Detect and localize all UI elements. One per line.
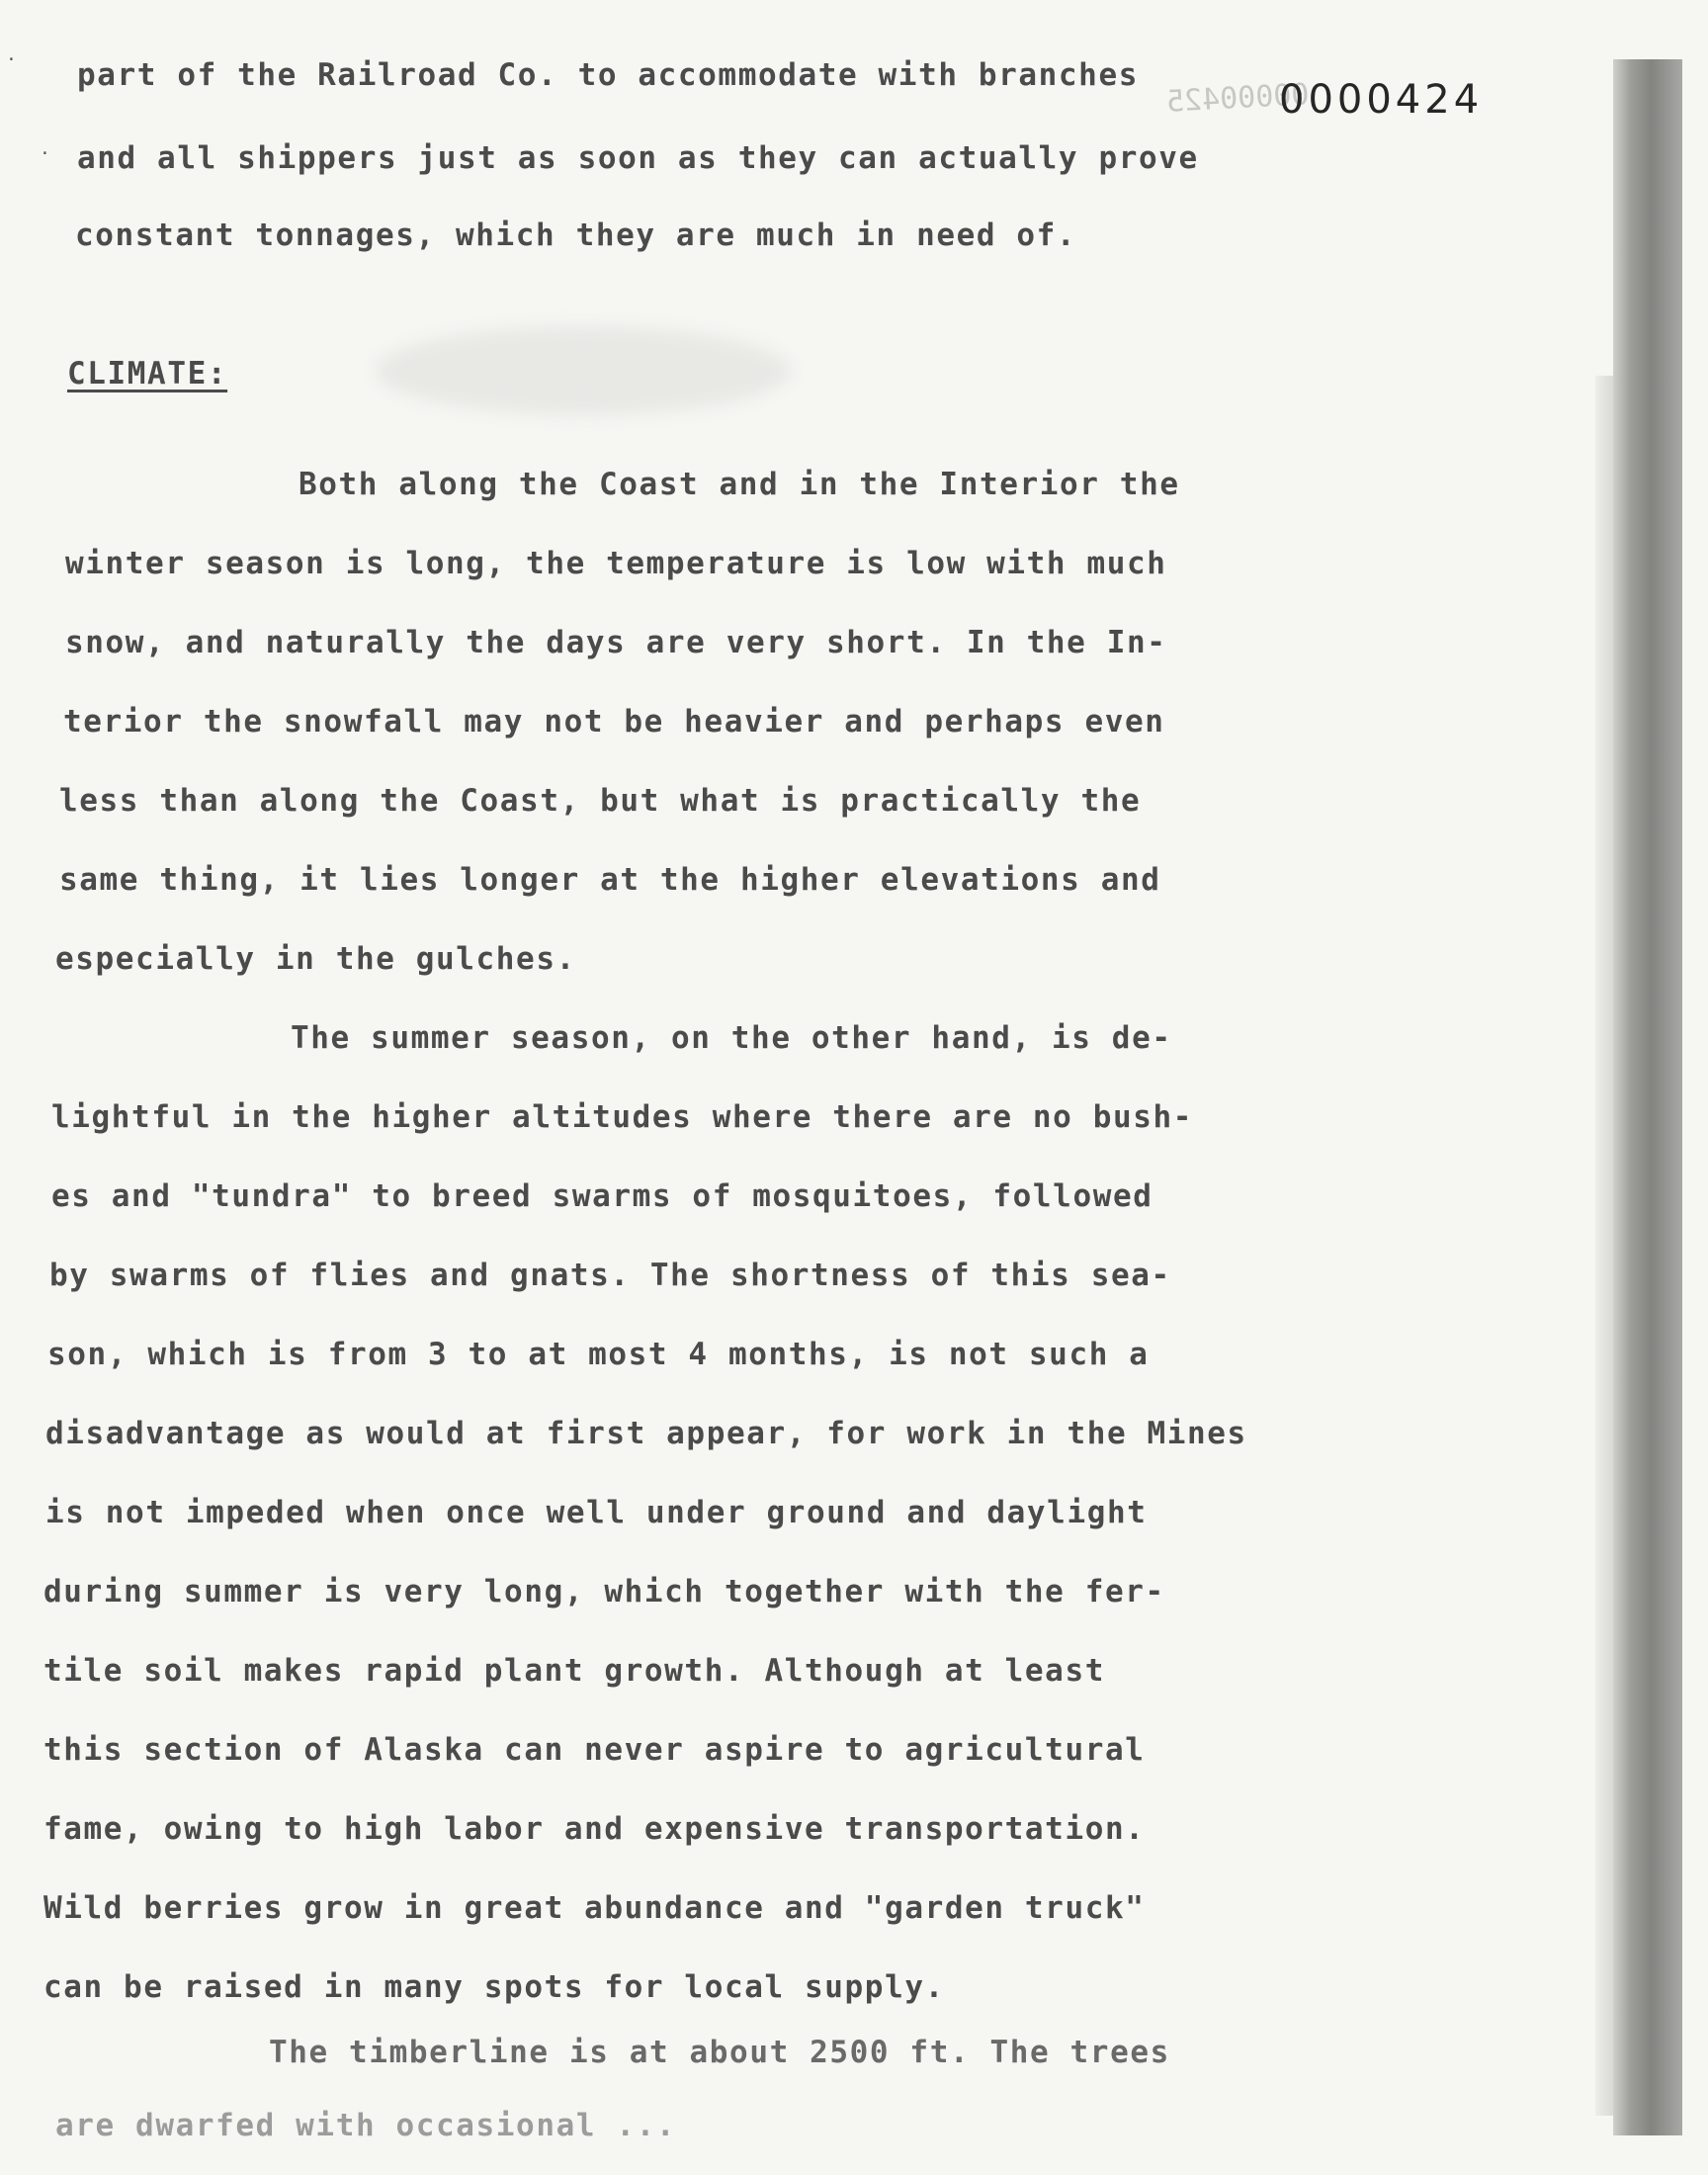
text-line-cut-off: are dwarfed with occasional ... [55, 2108, 677, 2143]
text-line: part of the Railroad Co. to accommodate with branches [77, 57, 1139, 93]
text-line: during summer is very long, which together with the fer- [43, 1574, 1165, 1610]
text-line: and all shippers just as soon as they can actually prove [77, 140, 1199, 176]
text-line: this section of Alaska can never aspire to agricultural [43, 1732, 1146, 1768]
text-line: tile soil makes rapid plant growth. Although at least [43, 1653, 1105, 1689]
paragraph-first-line: The summer season, on the other hand, is de- [291, 1020, 1172, 1056]
text-line: constant tonnages, which they are much in need of. [75, 218, 1077, 253]
text-line: winter season is long, the temperature is low with much [65, 546, 1167, 581]
text-line: snow, and naturally the days are very short. In the In- [65, 625, 1167, 660]
paragraph-first-line: The timberline is at about 2500 ft. The trees [269, 2035, 1170, 2070]
document-number-stamp: 0000424 [1279, 77, 1484, 123]
text-line: Wild berries grow in great abundance and "garden truck" [43, 1890, 1146, 1926]
text-line: son, which is from 3 to at most 4 months, is not such a [47, 1337, 1150, 1372]
text-line: fame, owing to high labor and expensive transportation. [43, 1811, 1146, 1847]
text-line: lightful in the higher altitudes where there are no bush- [51, 1099, 1194, 1135]
margin-mark: · [6, 49, 17, 70]
text-line: same thing, it lies longer at the higher elevations and [59, 862, 1161, 898]
scan-shadow-edge [1613, 59, 1682, 2135]
paragraph-first-line: Both along the Coast and in the Interior the [299, 467, 1180, 502]
faint-smudge [376, 326, 791, 415]
text-line: disadvantage as would at first appear, for work in the Mines [45, 1416, 1247, 1451]
section-heading: CLIMATE: [67, 356, 228, 392]
scan-paper-edge [1595, 376, 1613, 2116]
text-line: terior the snowfall may not be heavier and perhaps even [63, 704, 1165, 740]
text-line: can be raised in many spots for local supply. [43, 1969, 945, 2005]
text-line: is not impeded when once well under ground and daylight [45, 1495, 1148, 1530]
text-line: especially in the gulches. [55, 941, 576, 977]
bleed-through-number: 00000425 [1165, 77, 1311, 120]
text-line: less than along the Coast, but what is practically the [59, 783, 1142, 819]
text-line: es and "tundra" to breed swarms of mosquitoes, followed [51, 1178, 1153, 1214]
text-line: by swarms of flies and gnats. The shortness of this sea- [49, 1258, 1171, 1293]
margin-mark: · [40, 143, 50, 164]
